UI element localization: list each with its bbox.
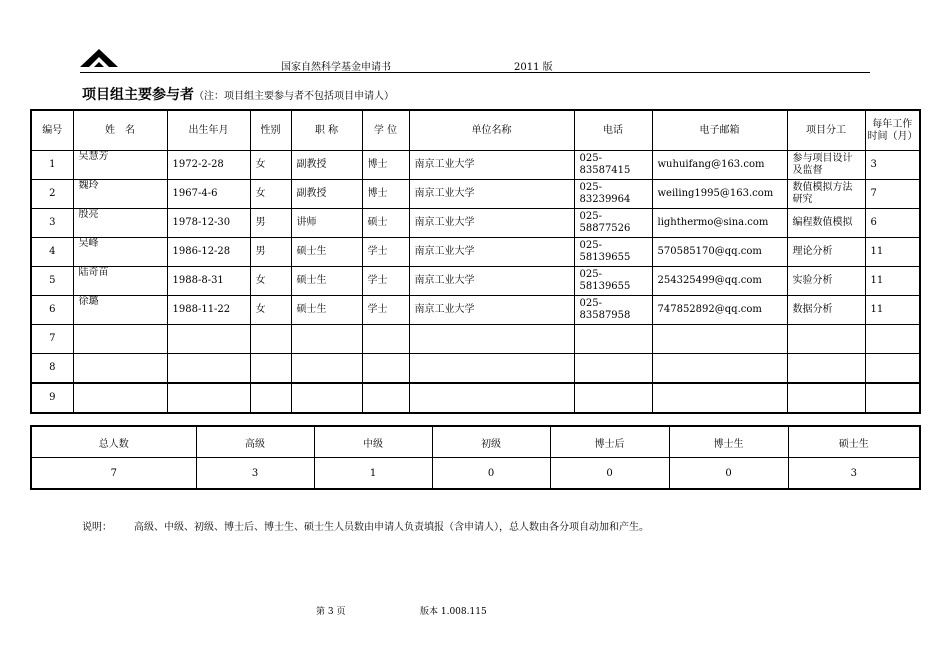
members-header-row [31,110,920,151]
member-unit [409,354,574,384]
member-sex: 女 [250,151,291,180]
member-phone [574,383,652,413]
member-title [291,325,362,354]
summary-header-phd: 博士生 [669,426,788,458]
member-name: 吴慧芳 [73,151,167,180]
summary-value-postdoc: 0 [550,458,669,490]
member-degree [362,383,409,413]
member-name [73,354,167,384]
member-birth: 1988-8-31 [167,267,250,296]
table-row [31,325,920,354]
member-unit [409,325,574,354]
member-email: lighthermo@sina.com [652,209,787,238]
member-months: 7 [865,180,920,209]
member-title: 硕士生 [291,267,362,296]
member-title [291,354,362,384]
member-role: 参与项目设计及监督 [787,151,865,180]
table-row [31,238,920,267]
member-phone: 025-58877526 [574,209,652,238]
member-role: 实验分析 [787,267,865,296]
member-birth [167,383,250,413]
summary-value-phd: 0 [669,458,788,490]
member-birth: 1988-11-22 [167,296,250,325]
summary-value-junior: 0 [432,458,550,490]
table-row [31,383,920,413]
member-sex: 男 [250,238,291,267]
summary-header-master: 硕士生 [788,426,920,458]
footer-version: 版本 1.008.115 [420,607,487,617]
header-rule [80,72,870,73]
table-row [31,209,920,238]
summary-header-intermediate: 中级 [314,426,432,458]
col-header-email: 电子邮箱 [652,110,787,151]
member-phone: 025-58139655 [574,267,652,296]
member-sex: 女 [250,180,291,209]
member-unit: 南京工业大学 [409,238,574,267]
col-header-title: 职 称 [291,110,362,151]
member-email: wuhuifang@163.com [652,151,787,180]
member-no: 9 [31,383,73,413]
member-phone: 025-58139655 [574,238,652,267]
section-note: （注：项目组主要参与者不包括项目申请人） [194,91,394,102]
member-months: 11 [865,238,920,267]
summary-value-senior: 3 [196,458,314,490]
member-months: 11 [865,267,920,296]
member-role: 理论分析 [787,238,865,267]
member-email [652,383,787,413]
summary-value-row [31,458,920,490]
footer-page: 第 3 页 [316,607,346,617]
member-months [865,383,920,413]
member-degree: 学士 [362,267,409,296]
col-header-unit: 单位名称 [409,110,574,151]
member-degree: 学士 [362,296,409,325]
explanation-note [82,518,649,533]
member-role: 编程数值模拟 [787,209,865,238]
member-title: 副教授 [291,180,362,209]
member-role: 数值模拟方法研究 [787,180,865,209]
member-months [865,354,920,384]
table-row [31,151,920,180]
header-version: 2011 版 [514,62,553,73]
member-title: 硕士生 [291,238,362,267]
member-no: 2 [31,180,73,209]
member-name [73,325,167,354]
member-degree: 硕士 [362,209,409,238]
member-name [73,383,167,413]
note-text: 高级、中级、初级、博士后、博士生、硕士生人员数由申请人负责填报（含申请人），总人数由各分项自动加和产生。 [134,522,649,533]
member-phone [574,325,652,354]
member-degree: 博士 [362,180,409,209]
summary-header-junior: 初级 [432,426,550,458]
member-unit: 南京工业大学 [409,296,574,325]
member-no: 5 [31,267,73,296]
member-title: 副教授 [291,151,362,180]
member-email: weiling1995@163.com [652,180,787,209]
table-row [31,267,920,296]
member-birth [167,354,250,384]
member-name: 陆奇苗 [73,267,167,296]
members-table [30,109,921,414]
table-row [31,180,920,209]
summary-header-row [31,426,920,458]
member-birth: 1972-2-28 [167,151,250,180]
col-header-phone: 电话 [574,110,652,151]
member-name: 吴峰 [73,238,167,267]
col-header-sex: 性别 [250,110,291,151]
member-no: 3 [31,209,73,238]
member-unit: 南京工业大学 [409,180,574,209]
member-phone [574,354,652,384]
summary-header-postdoc: 博士后 [550,426,669,458]
col-header-months: 每年工作时间（月） [865,110,920,151]
member-title: 硕士生 [291,296,362,325]
member-title: 讲师 [291,209,362,238]
member-birth: 1986-12-28 [167,238,250,267]
member-sex: 男 [250,209,291,238]
member-phone: 025-83587415 [574,151,652,180]
member-email: 747852892@qq.com [652,296,787,325]
member-name: 魏玲 [73,180,167,209]
table-row [31,354,920,384]
col-header-name: 姓 名 [73,110,167,151]
nsfc-logo-icon [80,47,118,69]
member-unit: 南京工业大学 [409,209,574,238]
member-no: 1 [31,151,73,180]
col-header-degree: 学 位 [362,110,409,151]
member-unit: 南京工业大学 [409,151,574,180]
note-label: 说明： [82,522,112,533]
member-phone: 025-83239964 [574,180,652,209]
member-role: 数据分析 [787,296,865,325]
member-birth [167,325,250,354]
member-degree [362,325,409,354]
summary-value-intermediate: 1 [314,458,432,490]
member-months: 3 [865,151,920,180]
member-sex [250,354,291,384]
col-header-no: 编号 [31,110,73,151]
member-no: 8 [31,354,73,384]
member-birth: 1978-12-30 [167,209,250,238]
member-unit: 南京工业大学 [409,267,574,296]
member-title [291,383,362,413]
member-degree: 学士 [362,238,409,267]
member-sex [250,383,291,413]
member-role [787,383,865,413]
member-degree [362,354,409,384]
col-header-birth: 出生年月 [167,110,250,151]
member-months: 6 [865,209,920,238]
member-phone: 025-83587958 [574,296,652,325]
member-no: 6 [31,296,73,325]
member-sex: 女 [250,267,291,296]
member-email: 570585170@qq.com [652,238,787,267]
member-months: 11 [865,296,920,325]
member-email [652,354,787,384]
col-header-role: 项目分工 [787,110,865,151]
summary-header-total: 总人数 [31,426,196,458]
member-sex [250,325,291,354]
member-birth: 1967-4-6 [167,180,250,209]
member-role [787,354,865,384]
member-months [865,325,920,354]
member-role [787,325,865,354]
member-sex: 女 [250,296,291,325]
member-email: 254325499@qq.com [652,267,787,296]
member-no: 7 [31,325,73,354]
summary-value-master: 3 [788,458,920,490]
member-no: 4 [31,238,73,267]
member-email [652,325,787,354]
summary-value-total: 7 [31,458,196,490]
member-name: 殷亮 [73,209,167,238]
table-row [31,296,920,325]
summary-table [30,425,921,490]
summary-header-senior: 高级 [196,426,314,458]
member-name: 徐璐 [73,296,167,325]
member-degree: 博士 [362,151,409,180]
header-title: 国家自然科学基金申请书 [281,62,391,73]
member-unit [409,383,574,413]
section-title-text: 项目组主要参与者 [82,87,194,103]
section-title [82,84,394,104]
